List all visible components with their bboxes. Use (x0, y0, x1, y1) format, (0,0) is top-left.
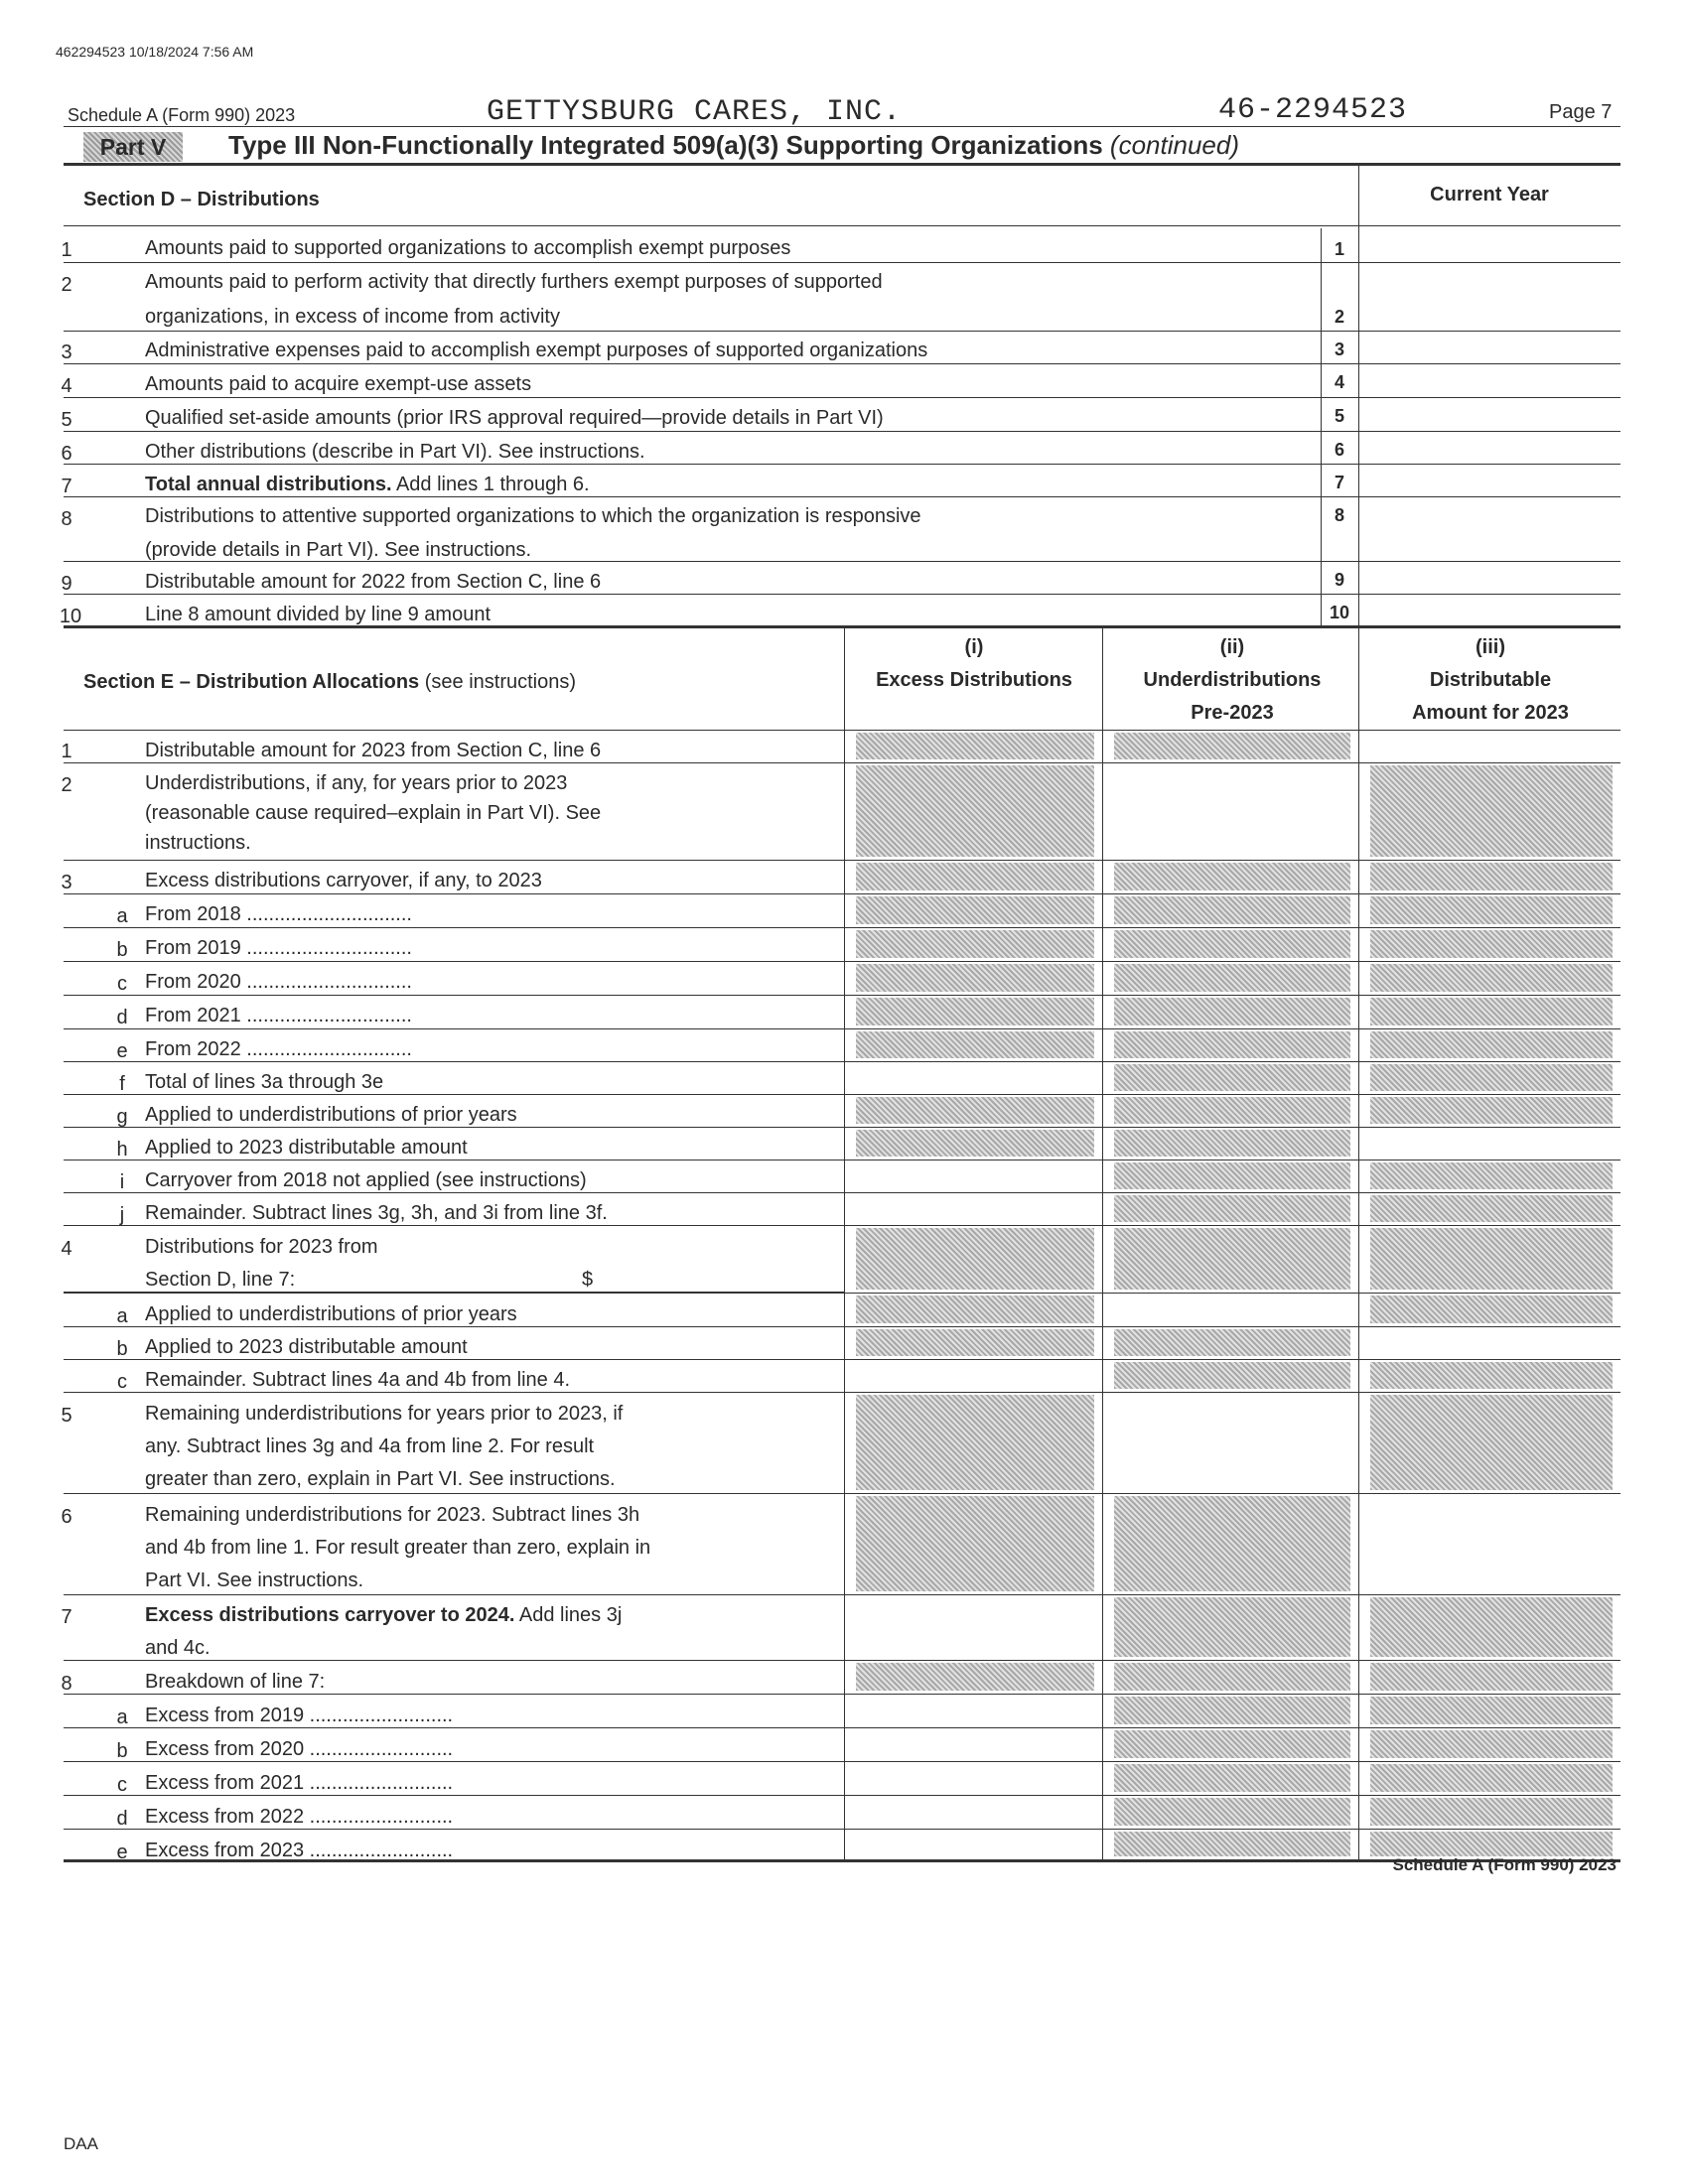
line-desc: Remaining underdistributions for 2023. Subtract lines 3h (145, 1504, 640, 1526)
footer-form-name: Schedule A (Form 990) 2023 (1392, 1855, 1617, 1874)
row-rule (64, 1594, 1620, 1595)
line-desc: From 2022 .............................. (145, 1038, 412, 1060)
line-desc: Applied to 2023 distributable amount (145, 1336, 468, 1358)
line-desc: Distributions for 2023 from (145, 1236, 378, 1258)
shaded-cell (1114, 1697, 1350, 1724)
column-iii-header: (iii) Distributable Amount for 2023 (1412, 636, 1569, 724)
line-number: 7 (61, 1606, 72, 1628)
part-tag: Part V (83, 132, 183, 162)
rule (64, 561, 1620, 562)
shaded-cell (1114, 1832, 1350, 1856)
line-number: 2 (61, 774, 72, 796)
line-desc: Excess distributions carryover to 2024. Add lines 3j (145, 1604, 623, 1626)
line-number: 5 (61, 1405, 72, 1427)
line-number: 7 (61, 476, 72, 497)
line-desc: Amounts paid to supported organizations to accomplish exempt purposes (145, 237, 791, 259)
shaded-cell (856, 1395, 1094, 1490)
line-desc: Amounts paid to perform activity that directly furthers exempt purposes of supported (145, 271, 883, 293)
line-number: 5 (61, 409, 72, 431)
shaded-cell (856, 1228, 1094, 1290)
rule (64, 730, 1620, 731)
line-number: 8 (61, 1673, 72, 1695)
current-year-header: Current Year (1430, 184, 1549, 205)
line-number: 4 (61, 375, 72, 397)
box-number: 1 (1334, 239, 1344, 259)
line-desc: Remaining underdistributions for years prior to 2023, if (145, 1403, 624, 1425)
rule (64, 625, 1620, 628)
line-sub: b (116, 1740, 128, 1762)
shaded-cell (856, 998, 1094, 1025)
line-sub: d (116, 1808, 128, 1830)
shaded-cell (1370, 1663, 1613, 1691)
line-sub: j (119, 1204, 125, 1226)
line-desc: Other distributions (describe in Part VI). See instructions. (145, 441, 645, 463)
shaded-cell (1370, 1097, 1613, 1124)
fax-header: 462294523 10/18/2024 7:56 AM (56, 44, 254, 60)
rule (64, 464, 1620, 465)
column-i-header: (i) Excess Distributions (876, 636, 1072, 691)
line-sub: e (116, 1040, 128, 1062)
shaded-cell (1370, 1697, 1613, 1724)
line-desc: and 4c. (145, 1637, 211, 1659)
shaded-cell (1114, 733, 1350, 759)
line-desc: Excess from 2021 .......................... (145, 1772, 454, 1794)
line-sub: c (117, 973, 127, 995)
shaded-cell (1114, 998, 1350, 1025)
rule (1102, 627, 1103, 1860)
rule (64, 1292, 844, 1293)
shaded-cell (856, 1496, 1094, 1591)
box-number: 3 (1334, 340, 1344, 359)
line-desc: any. Subtract lines 3g and 4a from line 2. For result (145, 1435, 595, 1457)
line-number: 3 (61, 872, 72, 893)
shaded-cell (1370, 930, 1613, 958)
shaded-cell (1370, 765, 1613, 857)
line-number: 1 (61, 741, 72, 762)
line-sub: c (117, 1774, 127, 1796)
line-number: 3 (61, 341, 72, 363)
line-number: 2 (61, 274, 72, 296)
line-desc: Excess from 2023 .......................... (145, 1840, 454, 1861)
shaded-cell (1114, 930, 1350, 958)
line-desc: Carryover from 2018 not applied (see instructions) (145, 1169, 587, 1191)
shaded-cell (1114, 1195, 1350, 1222)
line-desc: From 2021 .............................. (145, 1005, 412, 1026)
line-desc: Section D, line 7: (145, 1269, 296, 1291)
part-title: Type III Non-Functionally Integrated 509(a)(3) Supporting Organizations (continued) (228, 130, 1239, 160)
box-number: 10 (1329, 603, 1350, 622)
rule (64, 594, 1620, 595)
line-desc: Part VI. See instructions. (145, 1570, 364, 1591)
rule (64, 126, 1620, 127)
line-desc: organizations, in excess of income from activity (145, 306, 560, 328)
line-number: 4 (61, 1238, 72, 1260)
shaded-cell (1370, 1730, 1613, 1758)
rule (1321, 228, 1322, 625)
line-sub: e (116, 1842, 128, 1863)
row-rule (64, 860, 1620, 861)
shaded-cell (1370, 1597, 1613, 1657)
box-number: 7 (1334, 473, 1344, 492)
line-desc: Amounts paid to acquire exempt-use assets (145, 373, 532, 395)
line-desc: Distributable amount for 2022 from Section C, line 6 (145, 571, 602, 593)
line-sub: a (116, 905, 128, 927)
shaded-cell (1370, 1031, 1613, 1058)
box-number: 4 (1334, 372, 1344, 392)
line-desc: Excess from 2020 .......................... (145, 1738, 454, 1760)
dollar-sign: $ (582, 1269, 594, 1291)
shaded-cell (856, 1031, 1094, 1058)
rule (64, 496, 1620, 497)
shaded-cell (1370, 863, 1613, 890)
shaded-cell (856, 1663, 1094, 1691)
shaded-cell (1114, 964, 1350, 992)
shaded-cell (1114, 1329, 1350, 1356)
shaded-cell (1370, 1296, 1613, 1323)
line-sub: b (116, 1338, 128, 1360)
shaded-cell (1114, 1597, 1350, 1657)
line-number: 1 (61, 239, 72, 261)
shaded-cell (1370, 998, 1613, 1025)
shaded-cell (1114, 1228, 1350, 1290)
shaded-cell (856, 1296, 1094, 1323)
row-rule (64, 1660, 1620, 1661)
shaded-cell (1114, 1663, 1350, 1691)
shaded-cell (1370, 896, 1613, 924)
line-desc: Breakdown of line 7: (145, 1671, 326, 1693)
rule (64, 262, 1620, 263)
shaded-cell (856, 765, 1094, 857)
line-desc: and 4b from line 1. For result greater than zero, explain in (145, 1537, 651, 1559)
rule (844, 627, 845, 1860)
shaded-cell (1370, 1362, 1613, 1389)
rule (64, 397, 1620, 398)
line-sub: b (116, 939, 128, 961)
footer-daa: DAA (64, 2134, 98, 2153)
shaded-cell (1114, 896, 1350, 924)
line-number: 10 (59, 606, 82, 627)
rule (1358, 163, 1359, 625)
organization-name: GETTYSBURG CARES, INC. (487, 95, 903, 129)
shaded-cell (1114, 1097, 1350, 1124)
box-number: 8 (1334, 505, 1344, 525)
line-desc: Remainder. Subtract lines 4a and 4b from line 4. (145, 1369, 571, 1391)
box-number: 9 (1334, 570, 1344, 590)
line-sub: a (116, 1706, 128, 1728)
line-desc: Applied to underdistributions of prior years (145, 1104, 517, 1126)
line-sub: a (116, 1305, 128, 1327)
shaded-cell (1370, 964, 1613, 992)
line-desc: Total of lines 3a through 3e (145, 1071, 384, 1093)
shaded-cell (1114, 1730, 1350, 1758)
row-rule (64, 1493, 1620, 1494)
line-desc: Administrative expenses paid to accomplish exempt purposes of supported organizations (145, 340, 928, 361)
line-desc: (reasonable cause required–explain in Part VI). See (145, 802, 602, 824)
ein: 46-2294523 (1218, 93, 1408, 127)
shaded-cell (856, 896, 1094, 924)
box-number: 5 (1334, 406, 1344, 426)
line-sub: c (117, 1371, 127, 1393)
page-number: Page 7 (1549, 101, 1613, 123)
shaded-cell (856, 733, 1094, 759)
line-sub: d (116, 1007, 128, 1028)
shaded-cell (1370, 1195, 1613, 1222)
line-desc: From 2019 .............................. (145, 937, 412, 959)
line-desc: Distributions to attentive supported organizations to which the organization is responsive (145, 505, 921, 527)
shaded-cell (1370, 1798, 1613, 1826)
line-sub: i (119, 1171, 125, 1193)
shaded-cell (1370, 1832, 1613, 1856)
line-desc: Distributable amount for 2023 from Section C, line 6 (145, 740, 602, 761)
rule (64, 225, 1620, 226)
box-number: 2 (1334, 307, 1344, 327)
section-e-title: Section E – Distribution Allocations (see instructions) (83, 671, 577, 693)
line-desc: Excess from 2019 .......................... (145, 1705, 454, 1726)
line-desc: Applied to underdistributions of prior years (145, 1303, 517, 1325)
shaded-cell (1370, 1395, 1613, 1490)
line-desc: From 2018 .............................. (145, 903, 412, 925)
shaded-cell (1114, 1496, 1350, 1591)
form-name: Schedule A (Form 990) 2023 (68, 105, 296, 125)
shaded-cell (1114, 1031, 1350, 1058)
shaded-cell (856, 863, 1094, 890)
line-desc: Total annual distributions. Add lines 1 through 6. (145, 474, 590, 495)
line-number: 6 (61, 443, 72, 465)
rule (64, 1859, 1620, 1862)
shaded-cell (856, 964, 1094, 992)
shaded-cell (1114, 1162, 1350, 1189)
column-ii-header: (ii) Underdistributions Pre-2023 (1143, 636, 1322, 724)
shaded-cell (1114, 1764, 1350, 1792)
line-sub: f (119, 1073, 125, 1095)
rule (1358, 627, 1359, 1860)
shaded-cell (1370, 1228, 1613, 1290)
line-desc: From 2020 .............................. (145, 971, 412, 993)
line-desc: Excess from 2022 .......................... (145, 1806, 454, 1828)
shaded-cell (856, 1097, 1094, 1124)
shaded-cell (1114, 863, 1350, 890)
line-desc: Underdistributions, if any, for years prior to 2023 (145, 772, 568, 794)
shaded-cell (1114, 1130, 1350, 1157)
rule (64, 363, 1620, 364)
rule (64, 163, 1620, 166)
line-sub: h (116, 1139, 128, 1160)
shaded-cell (1114, 1064, 1350, 1091)
box-number: 6 (1334, 440, 1344, 460)
line-sub: g (116, 1106, 128, 1128)
line-desc: Line 8 amount divided by line 9 amount (145, 604, 492, 625)
line-desc: (provide details in Part VI). See instructions. (145, 539, 532, 561)
line-desc: instructions. (145, 832, 251, 854)
line-desc: greater than zero, explain in Part VI. See instructions. (145, 1468, 616, 1490)
line-number: 9 (61, 573, 72, 595)
row-rule (64, 1293, 1620, 1294)
shaded-cell (856, 930, 1094, 958)
line-number: 8 (61, 508, 72, 530)
shaded-cell (1114, 1362, 1350, 1389)
shaded-cell (1370, 1064, 1613, 1091)
shaded-cell (856, 1130, 1094, 1157)
section-d-title: Section D – Distributions (83, 189, 320, 210)
line-desc: Remainder. Subtract lines 3g, 3h, and 3i from line 3f. (145, 1202, 608, 1224)
rule (64, 331, 1620, 332)
shaded-cell (1370, 1764, 1613, 1792)
line-desc: Applied to 2023 distributable amount (145, 1137, 468, 1159)
shaded-cell (856, 1329, 1094, 1356)
rule (64, 431, 1620, 432)
line-desc: Qualified set-aside amounts (prior IRS approval required—provide details in Part VI) (145, 407, 884, 429)
line-number: 6 (61, 1506, 72, 1528)
line-desc: Excess distributions carryover, if any, to 2023 (145, 870, 542, 891)
shaded-cell (1114, 1798, 1350, 1826)
shaded-cell (1370, 1162, 1613, 1189)
